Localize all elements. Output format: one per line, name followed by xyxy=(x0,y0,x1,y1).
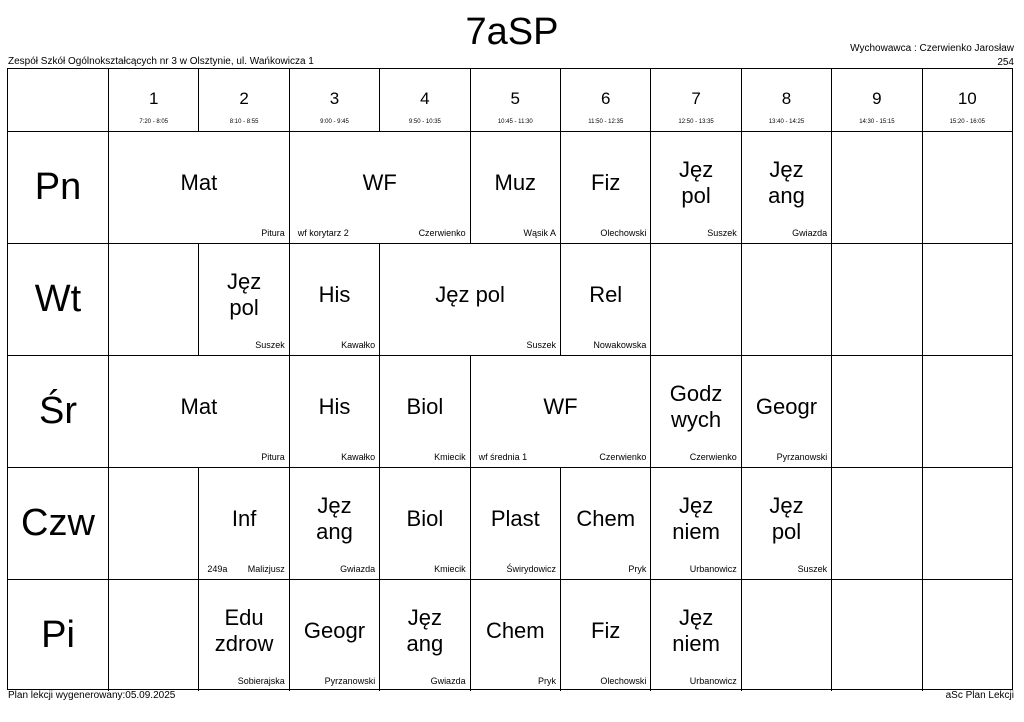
period-header xyxy=(470,69,560,131)
period-number: 10 xyxy=(957,89,977,108)
lesson-teacher: Olechowski xyxy=(600,228,647,238)
lesson-subject: Godz wych xyxy=(669,380,723,432)
lesson-subject: Fiz xyxy=(591,169,621,195)
period-header xyxy=(741,69,831,131)
lesson-subject: Chem xyxy=(485,617,545,643)
period-header xyxy=(922,69,1012,131)
day-label: Śr xyxy=(39,390,77,432)
period-number: 2 xyxy=(239,89,249,108)
period-number: 5 xyxy=(510,89,521,108)
day-label: Pn xyxy=(34,166,82,208)
lesson-teacher: Olechowski xyxy=(600,676,647,686)
empty-cell xyxy=(108,243,198,355)
period-time: 13:40 - 14:25 xyxy=(768,119,805,125)
period-time: 15:20 - 16:05 xyxy=(949,119,985,125)
lesson-cell xyxy=(470,355,651,467)
homeroom-room: 254 xyxy=(997,57,1014,68)
day-label-cell xyxy=(8,243,108,355)
period-number: 9 xyxy=(872,89,882,108)
lesson-cell xyxy=(741,467,831,579)
lesson-teacher: Czerwienko xyxy=(599,452,647,462)
lesson-room: wf korytarz 2 xyxy=(297,228,349,238)
lesson-cell xyxy=(470,579,560,691)
lesson-subject: Biol xyxy=(406,393,444,419)
lesson-subject: Jęz pol xyxy=(769,492,804,544)
lesson-subject: Jęz pol xyxy=(435,281,505,307)
corner-cell xyxy=(8,69,108,131)
lesson-subject: Mat xyxy=(180,169,218,195)
period-number: 7 xyxy=(691,89,701,108)
empty-cell xyxy=(108,579,198,691)
lesson-subject: Inf xyxy=(231,505,257,531)
lesson-subject: Jęz ang xyxy=(768,156,805,208)
lesson-room: 249a xyxy=(207,564,228,574)
lesson-cell xyxy=(289,243,379,355)
day-label: Wt xyxy=(34,278,82,320)
lesson-cell xyxy=(198,467,288,579)
lesson-teacher: Czerwienko xyxy=(418,228,466,238)
lesson-subject: Plast xyxy=(490,505,540,531)
generated-date: Plan lekcji wygenerowany:05.09.2025 xyxy=(8,690,176,701)
lesson-cell xyxy=(379,243,560,355)
lesson-teacher: Gwiazda xyxy=(430,676,466,686)
day-label-cell xyxy=(8,131,108,243)
lesson-subject: Jęz ang xyxy=(406,604,444,656)
app-brand: aSc Plan Lekcji xyxy=(945,690,1014,701)
lesson-cell xyxy=(560,131,650,243)
lesson-subject: Jęz ang xyxy=(316,492,353,544)
period-time: 12:50 - 13:35 xyxy=(678,119,714,125)
lesson-cell xyxy=(289,579,379,691)
empty-cell xyxy=(831,131,921,243)
lesson-subject: Rel xyxy=(589,281,623,307)
lesson-subject: Jęz pol xyxy=(678,156,714,208)
lesson-cell xyxy=(198,579,288,691)
lesson-room: wf średnia 1 xyxy=(478,452,528,462)
lesson-teacher: Czerwienko xyxy=(689,452,737,462)
lesson-teacher: Kawałko xyxy=(341,340,376,350)
lesson-teacher: Suszek xyxy=(707,228,737,238)
lesson-cell xyxy=(650,355,740,467)
empty-cell xyxy=(831,355,921,467)
period-time: 11:50 - 12:35 xyxy=(588,119,624,125)
lesson-subject: WF xyxy=(543,393,578,419)
day-label-cell xyxy=(8,355,108,467)
period-time: 10:45 - 11:30 xyxy=(497,119,533,125)
lesson-subject: Muz xyxy=(494,169,537,195)
lesson-cell xyxy=(289,467,379,579)
lesson-cell xyxy=(560,467,650,579)
class-title: 7aSP xyxy=(465,11,559,53)
lesson-teacher: Nowakowska xyxy=(593,340,647,350)
lesson-teacher: Kawałko xyxy=(341,452,376,462)
lesson-cell xyxy=(289,355,379,467)
lesson-cell xyxy=(108,131,289,243)
lesson-subject: Chem xyxy=(576,505,636,531)
lesson-teacher: Świrydowicz xyxy=(506,564,556,574)
lesson-subject: Jęz pol xyxy=(226,268,262,320)
period-header xyxy=(379,69,469,131)
lesson-cell xyxy=(470,467,560,579)
lesson-cell xyxy=(650,467,740,579)
day-label: Pi xyxy=(41,614,75,656)
empty-cell xyxy=(922,355,1012,467)
homeroom-info xyxy=(850,42,1014,70)
day-label: Czw xyxy=(21,502,95,544)
empty-cell xyxy=(741,243,831,355)
lesson-teacher: Gwiazda xyxy=(792,228,828,238)
period-header xyxy=(650,69,740,131)
lesson-teacher: Kmiecik xyxy=(434,452,466,462)
lesson-cell xyxy=(650,131,740,243)
empty-cell xyxy=(831,579,921,691)
period-number: 3 xyxy=(329,89,340,108)
lesson-subject: Fiz xyxy=(591,617,621,643)
lesson-teacher: Sobierajska xyxy=(237,676,285,686)
period-header xyxy=(289,69,379,131)
period-number: 6 xyxy=(600,89,611,108)
lesson-subject: Biol xyxy=(406,505,444,531)
lesson-cell xyxy=(560,579,650,691)
empty-cell xyxy=(831,467,921,579)
lesson-cell xyxy=(379,579,469,691)
lesson-teacher: Urbanowicz xyxy=(689,564,737,574)
empty-cell xyxy=(831,243,921,355)
period-header xyxy=(560,69,650,131)
period-time: 7:20 - 8:05 xyxy=(139,119,169,125)
lesson-teacher: Wąsik A xyxy=(523,228,556,238)
lesson-teacher: Gwiazda xyxy=(340,564,376,574)
lesson-teacher: Suszek xyxy=(526,340,556,350)
lesson-teacher: Kmiecik xyxy=(434,564,466,574)
lesson-cell xyxy=(650,579,740,691)
lesson-teacher: Pryk xyxy=(537,676,556,686)
lesson-teacher: Pyrzanowski xyxy=(324,676,376,686)
lesson-subject: Geogr xyxy=(755,393,818,419)
lesson-subject: His xyxy=(318,281,351,307)
lesson-teacher: Pryk xyxy=(628,564,647,574)
period-number: 1 xyxy=(148,89,159,108)
lesson-teacher: Suszek xyxy=(797,564,828,574)
lesson-subject: WF xyxy=(362,169,397,195)
period-time: 9:00 - 9:45 xyxy=(320,119,349,125)
lesson-subject: Jęz niem xyxy=(672,604,720,656)
lesson-teacher: Malizjusz xyxy=(247,564,285,574)
day-label-cell xyxy=(8,579,108,691)
empty-cell xyxy=(650,243,740,355)
empty-cell xyxy=(922,579,1012,691)
lesson-teacher: Pitura xyxy=(261,452,285,462)
lesson-cell xyxy=(560,243,650,355)
lesson-subject: Edu zdrow xyxy=(214,604,274,656)
lesson-subject: His xyxy=(318,393,351,419)
period-header xyxy=(108,69,198,131)
lesson-cell xyxy=(379,355,469,467)
lesson-teacher: Pyrzanowski xyxy=(776,452,828,462)
lesson-cell xyxy=(108,355,289,467)
lesson-cell xyxy=(741,131,831,243)
empty-cell xyxy=(741,579,831,691)
timetable-grid xyxy=(7,68,1013,690)
homeroom-teacher: Wychowawca : Czerwienko Jarosław xyxy=(850,43,1014,54)
period-time: 14:30 - 15:15 xyxy=(859,119,895,125)
day-label-cell xyxy=(8,467,108,579)
period-header xyxy=(198,69,288,131)
empty-cell xyxy=(108,467,198,579)
lesson-teacher: Pitura xyxy=(261,228,285,238)
lesson-cell xyxy=(741,355,831,467)
period-time: 9:50 - 10:35 xyxy=(408,119,441,125)
empty-cell xyxy=(922,243,1012,355)
period-number: 4 xyxy=(420,89,430,108)
period-time: 8:10 - 8:55 xyxy=(229,119,259,125)
lesson-cell xyxy=(379,467,469,579)
lesson-subject: Jęz niem xyxy=(672,492,720,544)
lesson-subject: Mat xyxy=(180,393,218,419)
lesson-cell xyxy=(198,243,288,355)
lesson-cell xyxy=(289,131,470,243)
period-number: 8 xyxy=(781,89,792,108)
lesson-teacher: Suszek xyxy=(255,340,285,350)
period-header xyxy=(831,69,921,131)
empty-cell xyxy=(922,131,1012,243)
school-name: Zespół Szkół Ogólnokształcących nr 3 w Olsztynie, ul. Wańkowicza 1 xyxy=(8,56,314,67)
empty-cell xyxy=(922,467,1012,579)
lesson-subject: Geogr xyxy=(303,617,366,643)
lesson-teacher: Urbanowicz xyxy=(689,676,737,686)
lesson-cell xyxy=(470,131,560,243)
